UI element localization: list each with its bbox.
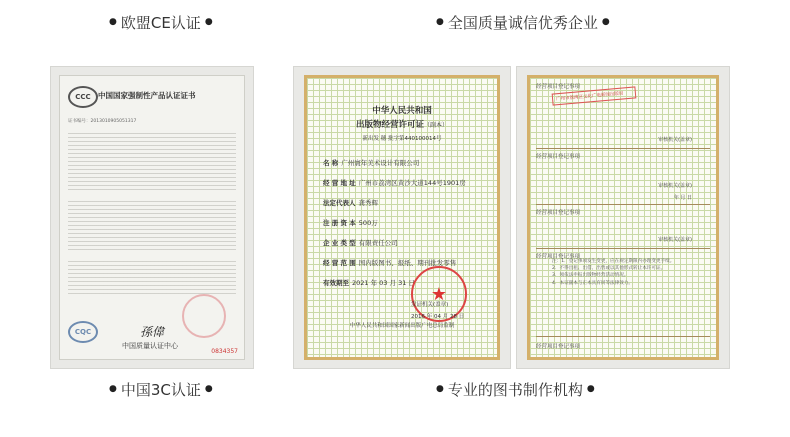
field-label: 经 营 范 围 <box>323 259 356 267</box>
ccc-text-block <box>68 130 236 190</box>
ccc-cert-number <box>68 118 136 124</box>
caption-quality-integrity <box>432 10 614 34</box>
back-note-line: 4．本证副本与正本具有同等法律效力。 <box>552 280 634 286</box>
ccc-cert-number-label: 证书编号： <box>68 119 91 124</box>
divider <box>536 148 710 149</box>
licence-issue-date: 2016 年 04 月 28 日 <box>411 314 465 320</box>
bullet-icon: ● <box>436 384 444 394</box>
field-label: 名 称 <box>323 159 339 167</box>
publishing-licence-back-paper <box>527 75 719 360</box>
back-approver-label: 审核机关(盖章) <box>658 137 692 143</box>
ccc-text-block <box>68 198 236 250</box>
divider <box>536 204 710 205</box>
publishing-licence-paper <box>304 75 500 360</box>
field-value: 广州市荔湾区黄沙大道144号1901房 <box>358 179 466 187</box>
caption-ce-certification <box>105 10 217 34</box>
back-row-label: 经营项目登记事项 <box>536 210 581 216</box>
bullet-icon: ● <box>204 384 213 394</box>
licence-number: 新出发 穗 批字第440100014号 <box>362 136 442 142</box>
licence-title-country: 中华人民共和国 <box>372 106 432 116</box>
field-value: 500万 <box>358 219 378 227</box>
field-label: 经 营 地 址 <box>323 179 356 187</box>
licence-field-capital <box>323 218 378 227</box>
back-approver-label: 审核机关(盖章) <box>658 237 692 243</box>
back-row-label: 经营项目登记事项 <box>536 154 581 160</box>
back-approver-label: 审核机关(盖章) <box>658 183 692 189</box>
field-value: 龚秀辉 <box>358 199 378 207</box>
caption-quality-text: 全国质量诚信优秀企业 <box>447 13 598 32</box>
bullet-icon: ● <box>204 17 213 27</box>
publishing-licence-back-image <box>517 67 729 368</box>
caption-ce-text: 欧盟CE认证 <box>120 13 201 32</box>
field-value: 有限责任公司 <box>358 239 398 247</box>
back-row-label: 经营项目登记事项 <box>536 84 581 90</box>
licence-field-legal-rep <box>323 198 378 207</box>
licence-title-text: 出版物经营许可证 <box>355 120 424 130</box>
licence-issuer-line: 发证机关(盖章) <box>411 302 449 308</box>
back-note-line: 3．须依法申报出版物经营活动情况。 <box>552 273 629 279</box>
field-value: 广州寰年美术设计有限公司 <box>341 159 420 167</box>
bullet-icon: ● <box>601 17 610 27</box>
bullet-icon: ● <box>586 384 595 394</box>
field-value: 国内版图书、报纸、期刊批发零售 <box>358 259 457 267</box>
back-note-line: 注：1．登记事项发生变更，应在规定期限内办理变更手续。 <box>552 259 675 264</box>
ccc-certificate-image <box>51 67 253 368</box>
caption-publisher-text: 专业的图书制作机构 <box>447 380 583 399</box>
ccc-certificate-paper <box>59 75 245 360</box>
licence-field-valid-until <box>323 278 415 287</box>
licence-title <box>307 118 497 130</box>
bullet-icon: ● <box>109 17 117 27</box>
field-value: 2021 年 03 月 31 日 <box>352 279 415 287</box>
licence-field-address <box>323 178 466 187</box>
licence-issuing-authority: 中华人民共和国国家新闻出版广电总局监制 <box>349 323 455 329</box>
publishing-licence-image <box>294 67 510 368</box>
back-notes <box>552 258 708 287</box>
ccc-logo-icon: CCC <box>68 86 98 108</box>
field-label: 有效期至 <box>323 279 349 287</box>
field-label: 法定代表人 <box>323 199 356 207</box>
field-label: 注 册 资 本 <box>323 219 356 227</box>
licence-subtitle: （副本） <box>424 122 449 129</box>
licence-field-name <box>323 158 419 167</box>
ccc-certificate-title: 中国国家强制性产品认证证书 <box>98 91 196 100</box>
caption-ccc-text: 中国3C认证 <box>120 380 201 399</box>
ccc-cert-number-value: 2013010905051317 <box>90 119 137 124</box>
field-label: 企 业 类 型 <box>323 239 356 247</box>
back-row-label: 经营项目登记事项 <box>536 344 581 350</box>
back-red-stamp: 广州市荔湾区文化广电新闻出版局 <box>552 86 637 105</box>
divider <box>536 248 710 249</box>
ccc-round-stamp <box>182 294 226 338</box>
licence-field-company-type <box>323 238 398 247</box>
ccc-signature: 孫偉 <box>140 325 165 339</box>
ccc-serial-number: 0834357 <box>211 348 238 355</box>
divider <box>536 336 710 337</box>
caption-ccc-certification <box>105 377 217 401</box>
official-red-stamp-icon: ★ <box>411 266 467 322</box>
back-date-label: 年 月 日 <box>673 195 692 201</box>
caption-publisher <box>432 377 599 401</box>
cqc-logo-icon: CQC <box>68 321 98 343</box>
ccc-text-block <box>68 258 236 294</box>
bullet-icon: ● <box>436 17 444 27</box>
bullet-icon: ● <box>109 384 117 394</box>
ccc-issuer: 中国质量认证中心 <box>122 342 178 350</box>
back-row-label: 经营项目登记事项 <box>536 254 581 260</box>
back-note-line: 2．不得出租、出借、出售或以其他形式转让本许可证。 <box>552 266 666 272</box>
